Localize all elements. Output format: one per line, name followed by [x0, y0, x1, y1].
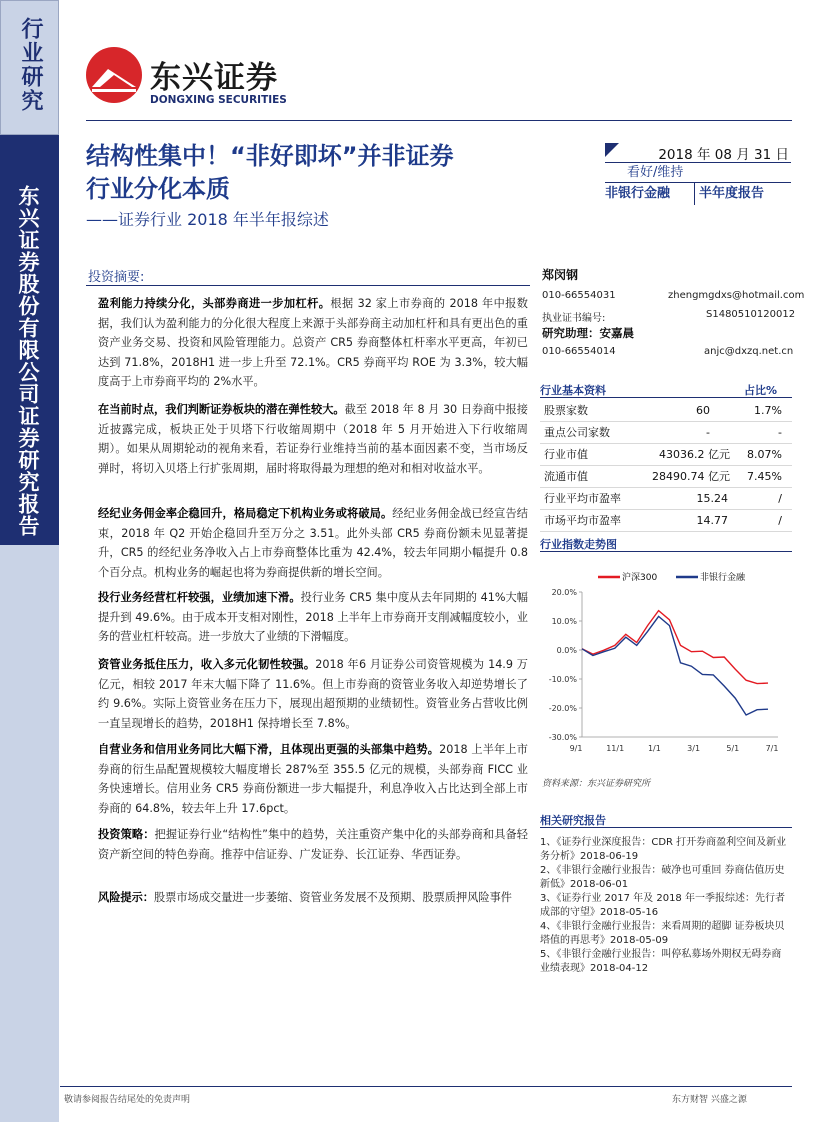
row-value: 28490.74 亿元	[652, 470, 730, 483]
related-item[interactable]: 1、《证券行业深度报告：CDR 打开券商盈利空间及新业务分析》2018-06-19	[540, 837, 787, 862]
chart-source: 资料来源：东兴证券研究所	[542, 779, 651, 789]
basic-data-heading: 行业基本资料	[540, 384, 606, 397]
y-tick-label: -10.0%	[548, 675, 577, 684]
summary-heading: 投资摘要:	[88, 270, 145, 285]
y-tick-label: 20.0%	[551, 588, 577, 597]
summary-paragraph-3	[98, 504, 528, 582]
paragraph-lead: 经纪业务佣金率企稳回升，格局稳定下机构业务或将破局。	[98, 507, 393, 520]
sidebar	[0, 0, 59, 1122]
logo-cn: 东兴证券	[150, 60, 278, 96]
header-divider	[86, 120, 792, 121]
x-tick-label: 9/1	[569, 744, 583, 753]
title-line-2: 行业分化本质	[86, 175, 230, 203]
industry-label: 非银行金融	[605, 183, 695, 205]
footer-divider	[60, 1086, 792, 1087]
table-row	[540, 488, 792, 510]
chart-heading: 行业指数走势图	[540, 538, 617, 551]
summary-paragraph-4	[98, 588, 528, 647]
related-heading: 相关研究报告	[540, 814, 606, 827]
sidebar-top-label: 行业研究	[18, 17, 43, 113]
row-pct: -	[778, 426, 782, 439]
analyst-email-2[interactable]: anjc@dxzq.net.cn	[704, 346, 794, 357]
row-value: 43036.2 亿元	[659, 448, 730, 461]
report-type: 半年度报告	[699, 186, 765, 201]
paragraph-text: 投行业务 CR5 集中度从去年同期的 41%大幅提升到 49.6%。由于成本开支相对刚性，2018 上半年上市券商开支削减幅度较小，业务的营业杠杆较高。进一步放大了业绩的下滑幅度。	[98, 591, 528, 643]
row-label: 市场平均市盈率	[544, 514, 621, 527]
paragraph-lead: 在当前时点，我们判断证券板块的潜在弹性较大。	[98, 403, 345, 416]
cert-label: 执业证书编号:	[542, 313, 606, 324]
paragraph-text: 股票市场成交量进一步萎缩、资管业务发展不及预期、股票质押风险事件	[153, 891, 512, 904]
legend-label: 非银行金融	[700, 573, 746, 583]
index-chart	[540, 565, 792, 770]
row-pct: 1.7%	[754, 404, 782, 417]
table-row	[540, 444, 792, 466]
row-value: 14.77	[696, 514, 728, 527]
row-pct: 7.45%	[747, 470, 782, 483]
row-label: 流通市值	[544, 470, 588, 483]
summary-paragraph-5	[98, 655, 528, 733]
rating: 看好/维持	[605, 163, 791, 183]
meta-box	[605, 143, 791, 205]
paragraph-lead: 盈利能力持续分化，头部券商进一步加杠杆。	[98, 297, 331, 310]
sidebar-main-block	[0, 135, 59, 545]
share-heading: 占比%	[744, 384, 778, 397]
related-item[interactable]: 2、《非银行金融行业报告：破净也可重回 券商估值历史新低》2018-06-01	[540, 865, 785, 890]
row-label: 重点公司家数	[544, 426, 610, 439]
basic-data-header	[540, 380, 792, 398]
x-tick-label: 3/1	[687, 744, 701, 753]
analyst-phone-1: 010-66554031	[542, 290, 616, 301]
related-item[interactable]: 4、《非银行金融行业报告：来看周期的超脚 证券板块贝塔值的再思考》2018-05-09	[540, 921, 785, 946]
x-tick-label: 7/1	[765, 744, 779, 753]
logo-icon	[86, 47, 142, 103]
analyst-name-1: 郑闵钢	[542, 268, 579, 282]
corner-mark-icon	[605, 143, 619, 157]
analyst-phone-2: 010-66554014	[542, 346, 616, 357]
paragraph-text: 2018 年6 月证券公司资管规模为 14.9 万亿元，相较 2017 年末大幅下降了 11.6%。但上市券商的资管业务收入却逆势增长了约 9.6%。实际上资管业务在压力下，展现出超预期的业绩韧性。资管业务占营收比例一直呈现增长的趋势，2018H1 保持增长至 7.8%。	[98, 658, 528, 730]
row-value: 60	[696, 404, 710, 417]
table-row	[540, 422, 792, 444]
y-tick-label: 0.0%	[556, 646, 577, 655]
row-pct: /	[778, 514, 782, 527]
table-row	[540, 400, 792, 422]
report-date: 2018 年 08 月 31 日	[658, 147, 789, 163]
paragraph-text: 把握证券行业“结构性”集中的趋势，关注重资产集中化的头部券商和具备轻资产新空间的特色券商。推荐中信证券、广发证券、长江证券、华西证券。	[98, 828, 528, 861]
y-tick-label: -30.0%	[548, 733, 577, 742]
assistant-label: 研究助理：	[542, 326, 600, 340]
paragraph-text: 截至 2018 年 8 月 30 日券商中报接近披露完成，板块正处于贝塔下行收缩周期中（2018 年 5 月开始进入下行收缩周期）。如果从周期轮动的视角来看，若证券行业维持当前的基本面因素不变，当市场反弹时，将切入贝塔上行扩张周期，届时将取得最为理想的绝对和相对收益水平。	[98, 403, 528, 475]
summary-divider	[86, 285, 530, 286]
title-line-1: 结构性集中！“非好即坏”并非证券	[86, 142, 454, 170]
paragraph-text: 经纪业务佣金战已经宣告结束，2018 年 Q2 开始企稳回升至万分之 3.51。此外头部 CR5 券商份额未见显著提升，CR5 的经纪业务净收入占上市券商整体比重为 42.4%，较去年同期小幅提升 0.8 个百分点。机构业务的崛起也将为券商提供新的增长空间。	[98, 507, 528, 579]
table-row	[540, 510, 792, 532]
row-value: 15.24	[696, 492, 728, 505]
paragraph-lead: 投行业务经营杠杆较强，业绩加速下滑。	[98, 591, 301, 604]
sidebar-top-block	[0, 0, 59, 135]
paragraph-text: 2018 上半年上市券商的衍生品配置规模较大幅度增长 287%至 355.5 亿元的规模，头部券商 FICC 业务快速增长。信用业务 CR5 券商份额进一步大幅提升，利息净收入占比达到全部上市券商的 64.8%，较去年上升 17.6pct。	[98, 743, 528, 815]
y-tick-label: 10.0%	[551, 617, 577, 626]
row-value: -	[706, 426, 710, 439]
table-row	[540, 466, 792, 488]
logo-en: DONGXING SECURITIES	[150, 94, 287, 106]
assistant-line	[542, 325, 634, 341]
row-label: 行业市值	[544, 448, 588, 461]
paragraph-lead: 投资策略：	[98, 828, 155, 841]
x-tick-label: 5/1	[726, 744, 740, 753]
report-subtitle: ——证券行业 2018 年半年报综述	[86, 210, 329, 229]
summary-paragraph-1	[98, 294, 528, 392]
x-tick-label: 1/1	[647, 744, 661, 753]
x-tick-label: 11/1	[606, 744, 625, 753]
legend-label: 沪深300	[622, 573, 658, 583]
summary-paragraph-7	[98, 825, 528, 864]
report-title	[86, 140, 606, 206]
y-tick-label: -20.0%	[548, 704, 577, 713]
sidebar-bottom-block	[0, 545, 59, 1122]
footer-slogan: 东方财智 兴盛之源	[672, 1095, 747, 1105]
paragraph-lead: 自营业务和信用业务同比大幅下滑，且体现出更强的头部集中趋势。	[98, 743, 440, 756]
summary-paragraph-8	[98, 888, 528, 908]
row-label: 行业平均市盈率	[544, 492, 621, 505]
paragraph-lead: 风险提示：	[98, 891, 154, 904]
paragraph-lead: 资管业务抵住压力，收入多元化韧性较强。	[98, 658, 316, 671]
related-item[interactable]: 5、《非银行金融行业报告：叫停私募场外期权无碍券商业绩表现》2018-04-12	[540, 949, 782, 974]
footer-disclaimer: 敬请参阅报告结尾处的免责声明	[64, 1095, 191, 1105]
summary-paragraph-6	[98, 740, 528, 818]
related-header	[540, 812, 792, 828]
cert-number: S1480510120012	[706, 309, 796, 320]
related-item[interactable]: 3、《证券行业 2017 年及 2018 年一季报综述：先行者成部的守望》2018-05-16	[540, 893, 785, 918]
chart-header	[540, 536, 792, 552]
row-label: 股票家数	[544, 404, 588, 417]
row-pct: /	[778, 492, 782, 505]
sidebar-main-label: 东兴证券股份有限公司证券研究报告	[16, 185, 40, 537]
row-pct: 8.07%	[747, 448, 782, 461]
paragraph-text: 根据 32 家上市券商的 2018 年中报数据，我们认为盈利能力的分化很大程度上来源于头部券商主动加杠杆和具有更出色的重资产业务交易、投资和风险管理能力。总资产 CR5 券商整体杠杆率水平更高，年初已达到 71.8%，2018H1 进一步上升至 72.1%。CR5 券商平均 ROE 为 3.3%，较大幅度高于上市券商平均的 2%水平。	[98, 297, 528, 388]
series-line	[582, 611, 768, 684]
summary-paragraph-2	[98, 400, 528, 478]
analyst-email-1[interactable]: zhengmgdxs@hotmail.com	[668, 290, 805, 301]
analyst-name-2: 安嘉晨	[599, 326, 634, 340]
